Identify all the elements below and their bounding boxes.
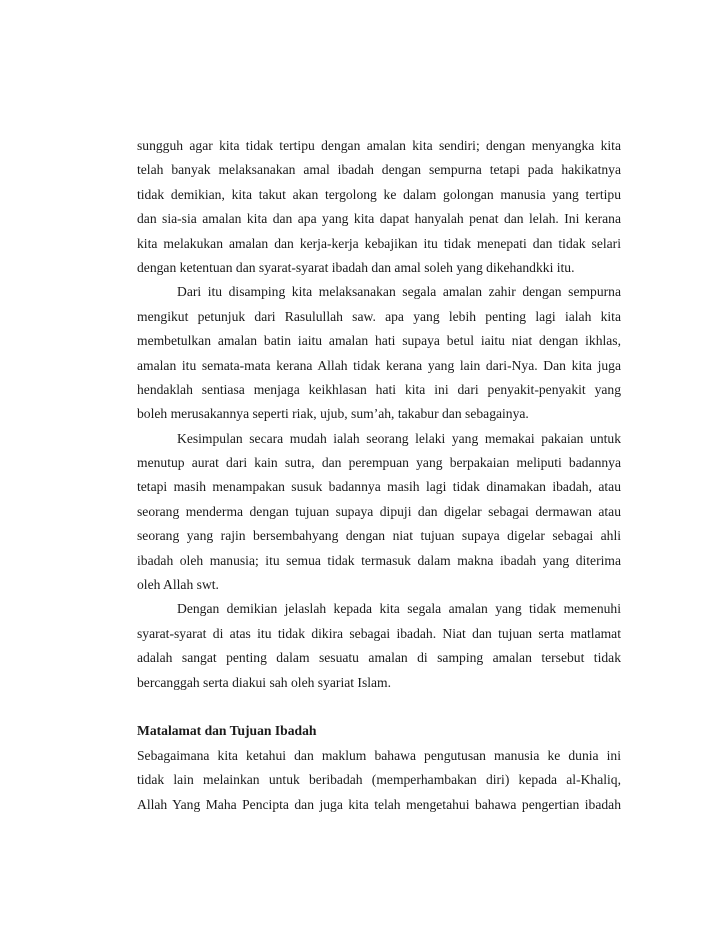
text-line: adalah sangat penting dalam sesuatu amalan di samping amalan tersebut tidak: [137, 650, 621, 666]
paragraph-3: [137, 427, 621, 598]
section-spacer: [137, 695, 621, 719]
text-line: seorang menderma dengan tujuan supaya dipuji dan digelar sebagai dermawan atau: [137, 503, 621, 519]
paragraph-1: [137, 134, 621, 280]
text-line: dan sia-sia amalan kita dan apa yang kita dapat hanyalah penat dan lelah. Ini kerana: [137, 211, 621, 227]
text-line: telah banyak melaksanakan amal ibadah dengan sempurna tetapi pada hakikatnya: [137, 162, 621, 178]
text-line: sungguh agar kita tidak tertipu dengan amalan kita sendiri; dengan menyangka kita: [137, 138, 621, 153]
section-heading: Matalamat dan Tujuan Ibadah: [137, 723, 317, 739]
text-line: kita melakukan amalan dan kerja-kerja kebajikan itu tidak menepati dan tidak selari: [137, 235, 621, 251]
text-line: bercanggah serta diakui sah oleh syariat Islam.: [137, 674, 392, 690]
document-page: [137, 134, 621, 817]
text-line: tidak demikian, kita takut akan tergolong ke dalam golongan manusia yang tertipu: [137, 186, 621, 202]
text-line: membetulkan amalan batin iaitu amalan hati supaya betul iaitu niat dengan ikhlas,: [137, 333, 621, 349]
text-line: hendaklah sentiasa menjaga keikhlasan hati kita ini dari penyakit-penyakit yang: [137, 381, 621, 397]
text-line: mengikut petunjuk dari Rasulullah saw. apa yang lebih penting lagi ialah kita: [137, 308, 621, 324]
text-line: Sebagaimana kita ketahui dan maklum bahawa pengutusan manusia ke dunia ini: [137, 747, 621, 763]
text-line: dengan ketentuan dan syarat-syarat ibadah dan amal soleh yang dikehandkki itu.: [137, 259, 575, 275]
text-line: syarat-syarat di atas itu tidak dikira sebagai ibadah. Niat dan tujuan serta matlamat: [137, 625, 621, 641]
section-ibadah: [137, 719, 621, 817]
text-line: amalan itu semata-mata kerana Allah tidak kerana yang lain dari-Nya. Dan kita juga: [137, 357, 621, 373]
text-line: Dengan demikian jelaslah kepada kita segala amalan yang tidak memenuhi: [177, 601, 621, 617]
text-line: boleh merusakannya seperti riak, ujub, sum’ah, takabur dan sebagainya.: [137, 406, 529, 422]
text-line: seorang yang rajin bersembahyang dengan niat tujuan supaya digelar sebagai ahli: [137, 528, 621, 544]
text-line: oleh Allah swt.: [137, 577, 219, 593]
paragraph-4: [137, 597, 621, 695]
text-line: tidak lain melainkan untuk beribadah (memperhambakan diri) kepada al-Khaliq,: [137, 772, 621, 788]
text-line: Allah Yang Maha Pencipta dan juga kita telah mengetahui bahawa pengertian ibadah: [137, 796, 621, 812]
text-line: ibadah oleh manusia; itu semua tidak termasuk dalam makna ibadah yang diterima: [137, 552, 621, 568]
text-line: Kesimpulan secara mudah ialah seorang lelaki yang memakai pakaian untuk: [177, 430, 621, 446]
text-line: Dari itu disamping kita melaksanakan segala amalan zahir dengan sempurna: [177, 284, 621, 300]
paragraph-2: [137, 280, 621, 426]
text-line: menutup aurat dari kain sutra, dan perempuan yang berpakaian meliputi badannya: [137, 455, 621, 471]
text-line: tetapi masih menampakan susuk badannya masih lagi tidak dinamakan ibadah, atau: [137, 479, 621, 495]
